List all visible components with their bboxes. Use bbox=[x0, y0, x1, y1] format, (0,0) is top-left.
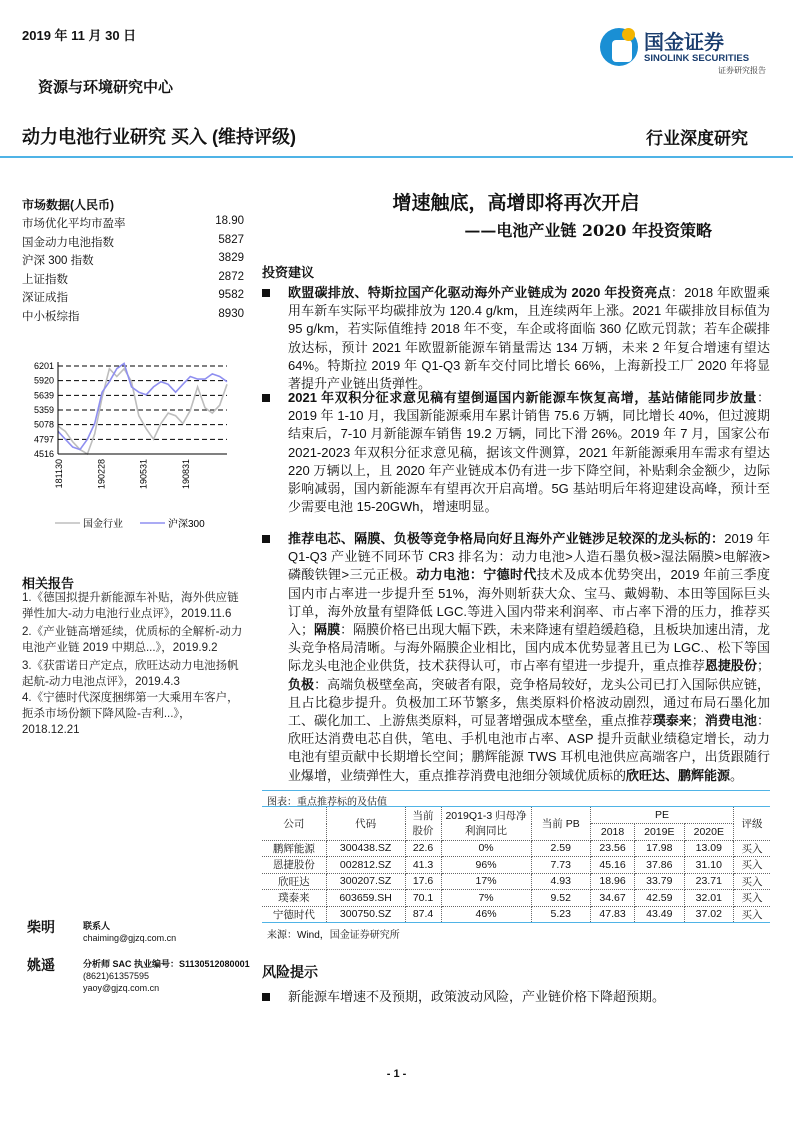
table-cell: 17.98 bbox=[635, 840, 684, 857]
market-row bbox=[22, 234, 244, 250]
bullet-segment: ：高端负极壁垒高，突破者有限，竞争格局较好，龙头公司已打入国际供应链，且占比稳步提升。负极加工环节繁多，焦类原料价格波动剧烈，通过布局石墨化加工、碳化加工、上游焦类原料，可显著增强成本壁垒，重点推荐 bbox=[288, 676, 770, 729]
bullet-highlight: 消费电池 bbox=[704, 713, 757, 729]
author-info: 联系人 bbox=[83, 921, 111, 931]
th-pb: 当前 PB bbox=[531, 807, 590, 840]
market-value: 3829 bbox=[218, 252, 244, 264]
table-source: 来源：Wind，国金证券研究所 bbox=[267, 930, 400, 941]
risk-text: 新能源车增速不及预期，政策波动风险，产业链价格下降超预期。 bbox=[288, 989, 666, 1004]
table-cell: 宁德时代 bbox=[262, 906, 326, 923]
author-info: 分析师 SAC 执业编号：S1130512080001 bbox=[83, 959, 250, 969]
series-line-1 bbox=[58, 363, 227, 449]
bullet-segment: ； bbox=[756, 658, 770, 674]
table-cell: 47.83 bbox=[591, 906, 635, 923]
market-label: 深证成指 bbox=[22, 292, 68, 304]
table-cell: 42.59 bbox=[635, 890, 684, 907]
market-value: 9582 bbox=[218, 289, 244, 301]
table-cell: 45.16 bbox=[591, 857, 635, 874]
market-label: 上证指数 bbox=[22, 273, 68, 286]
table-cell: 96% bbox=[441, 857, 531, 874]
investment-bullet bbox=[262, 389, 770, 516]
logo-cn: 国金证券 bbox=[644, 32, 724, 54]
related-report-item: 1.《德国拟提升新能源车补贴，海外供应链弹性加大-动力电池行业点评》，2019.11.6 bbox=[22, 592, 239, 620]
bullet-segment: 技术及成本优势突出，2019 年前三季度国内市占率进一步提升至 51%，海外则斩获大众、宝马、戴姆勒、本田等国际巨头订单，海外放量有望降低 LGC.等进入国内带来利润率、市占率下滑的压力，推荐买入； bbox=[288, 567, 770, 638]
table-cell: 欣旺达 bbox=[262, 873, 326, 890]
bullet-segment: ：隔膜价格已出现大幅下跌，未来降速有望趋缓趋稳，且板块加速出清，龙头竞争格局清晰。与海外隔膜企业相比，国内成本优势显著且已为 LGC.、松下等国际龙头电池企业供货，技术获得认可，市占率有望进一步提升，重点推荐 bbox=[288, 622, 770, 674]
market-row bbox=[22, 252, 244, 268]
bullet-segment: 2019 年 Q1-Q3 产业链不同环节 CR3 排名为：动力电池>人造石墨负极>湿法隔膜>电解液>磷酸铁锂>三元正极。 bbox=[288, 531, 770, 583]
bullet-segment: ：2018 年欧盟乘用车新车实际平均碳排放为 120.4 g/km，且连续两年上涨。2021 年碳排放目标值为 95 g/km，若实际值维持 2018 年不变，车企或将面临 360 亿欧元罚款；若车企碳排放达标，预计 2021 年欧盟新能源车销量需达 134 万辆，未来 2 年复合增速有望达 64%。特斯拉 2019 年 Q1-Q3 新车交付同比增长 66%，上海新投工厂 2020 年将显著提升产业链出货弹性。 bbox=[288, 285, 770, 392]
investment-bullet bbox=[262, 530, 770, 785]
table-cell: 鹏辉能源 bbox=[262, 840, 326, 857]
y-tick-label: 5078 bbox=[33, 419, 54, 430]
report-date: 2019 年 11 月 30 日 bbox=[22, 28, 137, 43]
market-value: 18.90 bbox=[215, 215, 244, 227]
table-row bbox=[262, 840, 770, 857]
index-chart bbox=[15, 355, 240, 535]
table-cell: 002812.SZ bbox=[326, 857, 405, 874]
table-cell: 23.71 bbox=[684, 873, 733, 890]
table-cell: 买入 bbox=[734, 906, 770, 923]
header-divider bbox=[0, 156, 793, 158]
table-cell: 34.67 bbox=[591, 890, 635, 907]
bullet-segment: ：欣旺达消费电芯自供，笔电、手机电池市占率、ASP 提升贡献业绩稳定增长，动力电池有望贡献中长期增长空间；鹏辉能源 TWS 耳机电池供应高端客户，出货跟随行业爆增，业绩弹性大，重点推荐消费电池细分领域优质标的 bbox=[288, 713, 770, 783]
bullet-text bbox=[288, 530, 770, 785]
market-label: 市场优化平均市盈率 bbox=[22, 218, 126, 230]
bullet-highlight: 欧盟碳排放、特斯拉国产化驱动海外产业链成为 2020 年投资亮点 bbox=[288, 285, 671, 300]
investment-advice-title: 投资建议 bbox=[262, 265, 315, 280]
bullet-square-icon bbox=[262, 289, 270, 297]
x-tick-label: 190228 bbox=[96, 459, 107, 490]
table-cell: 32.01 bbox=[684, 890, 733, 907]
series-line-0 bbox=[58, 369, 227, 454]
bullet-segment: 。 bbox=[730, 767, 744, 783]
risk-bullet bbox=[262, 988, 770, 1006]
market-value: 5827 bbox=[218, 233, 244, 246]
table-cell: 18.96 bbox=[591, 873, 635, 890]
legend-label: 沪深300 bbox=[168, 519, 205, 530]
table-cell: 7% bbox=[441, 890, 531, 907]
market-row bbox=[22, 215, 244, 231]
table-row bbox=[262, 857, 770, 874]
logo-sub: 证券研究报告 bbox=[718, 66, 766, 75]
related-report-item: 4.《宁德时代深度捆绑第一大乘用车客户，扼杀市场份额下降风险-吉利...》，2018.12.21 bbox=[22, 692, 239, 736]
y-tick-label: 6201 bbox=[33, 361, 54, 371]
bullet-square-icon bbox=[262, 394, 270, 402]
author-info: (8621)61357595 bbox=[83, 971, 150, 981]
table-cell: 41.3 bbox=[405, 857, 441, 874]
research-center: 资源与环境研究中心 bbox=[38, 78, 174, 96]
x-tick-label: 190831 bbox=[180, 459, 191, 490]
market-value: 8930 bbox=[218, 307, 244, 320]
table-cell: 9.52 bbox=[531, 890, 590, 907]
table-cell: 87.4 bbox=[405, 906, 441, 923]
th-profit: 2019Q1-3 归母净利润同比 bbox=[441, 807, 531, 840]
bullet-square-icon bbox=[262, 535, 270, 543]
bullet-square-icon bbox=[262, 993, 270, 1001]
report-type: 行业深度研究 bbox=[646, 129, 748, 149]
table-cell: 恩捷股份 bbox=[262, 857, 326, 874]
bullet-highlight: 欣旺达、鹏辉能源 bbox=[626, 767, 731, 783]
y-tick-label: 5639 bbox=[33, 390, 54, 401]
table-cell: 2.59 bbox=[531, 840, 590, 857]
table-cell: 37.02 bbox=[684, 906, 733, 923]
author-info: chaiming@gjzq.com.cn bbox=[83, 933, 177, 943]
table-cell: 37.86 bbox=[635, 857, 684, 874]
table-cell: 璞泰来 bbox=[262, 890, 326, 907]
table-cell: 31.10 bbox=[684, 857, 733, 874]
market-row bbox=[22, 308, 244, 324]
related-report-item: 3.《获雷诺日产定点，欣旺达动力电池扬帆起航-动力电池点评》，2019.4.3 bbox=[22, 660, 239, 688]
market-label: 中小板综指 bbox=[22, 310, 80, 323]
table-row bbox=[262, 890, 770, 907]
page-number: - 1 - bbox=[386, 1068, 407, 1080]
bullet-highlight: 恩捷股份 bbox=[704, 658, 757, 674]
bullet-highlight: 隔膜 bbox=[314, 622, 341, 638]
table-cell: 0% bbox=[441, 840, 531, 857]
legend-label: 国金行业 bbox=[83, 519, 123, 530]
table-cell: 300438.SZ bbox=[326, 840, 405, 857]
bullet-text bbox=[288, 284, 770, 393]
y-tick-label: 5359 bbox=[33, 404, 54, 415]
bullet-highlight: 负极 bbox=[288, 676, 315, 692]
bullet-highlight: 2021 年双积分征求意见稿有望倒逼国内新能源车恢复高增，基站储能同步放量 bbox=[288, 390, 757, 405]
bullet-segment: ； bbox=[691, 713, 705, 729]
author-info: yaoy@gjzq.com.cn bbox=[83, 983, 160, 993]
table-cell: 17% bbox=[441, 873, 531, 890]
th-pe-2020e: 2020E bbox=[684, 824, 733, 841]
x-tick-label: 181130 bbox=[54, 459, 64, 489]
table-cell: 23.56 bbox=[591, 840, 635, 857]
market-data-title: 市场数据(人民币) bbox=[22, 198, 114, 212]
th-code: 代码 bbox=[326, 807, 405, 840]
author-name: 柴明 bbox=[27, 919, 55, 935]
x-tick-label: 190531 bbox=[138, 459, 149, 490]
th-price: 当前股价 bbox=[405, 807, 441, 840]
bullet-highlight: 璞泰来 bbox=[652, 713, 692, 729]
th-pe: PE bbox=[591, 807, 734, 824]
th-pe-2019e: 2019E bbox=[635, 824, 684, 841]
bullet-highlight: 动力电池：宁德时代 bbox=[416, 567, 537, 583]
market-label: 沪深 300 指数 bbox=[22, 255, 94, 267]
headline: 增速触底，高增即将再次开启 bbox=[392, 192, 640, 214]
table-cell: 7.73 bbox=[531, 857, 590, 874]
subheadline: ——电池产业链 2020 年投资策略 bbox=[464, 221, 712, 240]
table-row bbox=[262, 873, 770, 890]
table-cell: 13.09 bbox=[684, 840, 733, 857]
risk-title: 风险提示 bbox=[262, 964, 318, 980]
table-cell: 300207.SZ bbox=[326, 873, 405, 890]
th-rating: 评级 bbox=[734, 807, 770, 840]
market-label: 国金动力电池指数 bbox=[22, 236, 114, 249]
table-cell: 43.49 bbox=[635, 906, 684, 923]
market-value: 2872 bbox=[218, 270, 244, 283]
table-cell: 买入 bbox=[734, 840, 770, 857]
table-cell: 17.6 bbox=[405, 873, 441, 890]
table-cell: 买入 bbox=[734, 890, 770, 907]
y-tick-label: 5920 bbox=[33, 375, 54, 386]
author-name: 姚遥 bbox=[27, 957, 55, 973]
y-tick-label: 4516 bbox=[33, 449, 54, 459]
market-row bbox=[22, 271, 244, 287]
table-cell: 46% bbox=[441, 906, 531, 923]
investment-bullet bbox=[262, 284, 770, 393]
th-pe-2018: 2018 bbox=[591, 824, 635, 841]
table-cell: 300750.SZ bbox=[326, 906, 405, 923]
table-cell: 603659.SH bbox=[326, 890, 405, 907]
sinolink-logo bbox=[600, 22, 766, 75]
table-cell: 22.6 bbox=[405, 840, 441, 857]
related-reports-title: 相关报告 bbox=[22, 576, 75, 591]
table-caption: 图表：重点推荐标的及估值 bbox=[262, 790, 770, 807]
logo-en: SINOLINK SECURITIES bbox=[644, 53, 750, 64]
table-cell: 70.1 bbox=[405, 890, 441, 907]
table-cell: 4.93 bbox=[531, 873, 590, 890]
y-tick-label: 4797 bbox=[33, 434, 54, 445]
table-cell: 买入 bbox=[734, 857, 770, 874]
th-company: 公司 bbox=[262, 807, 326, 840]
bullet-highlight: 推荐电芯、隔膜、负极等竞争格局向好且海外产业链涉足较深的龙头标的： bbox=[288, 531, 725, 546]
bullet-text bbox=[288, 389, 770, 516]
related-report-item: 2.《产业链高增延续，优质标的全解析-动力电池产业链 2019 中期总...》，2019.9.2 bbox=[22, 626, 243, 654]
table-cell: 买入 bbox=[734, 873, 770, 890]
report-title: 动力电池行业研究 买入 (维持评级) bbox=[22, 127, 296, 147]
valuation-table bbox=[262, 790, 770, 944]
bullet-segment: ：2019 年 1-10 月，我国新能源乘用车累计销售 75.6 万辆，同比增长 40%，但过渡期结束后，7-10 月新能源车销售 19.2 万辆，同比下滑 26%。2019 年 7 月，国家公布 2021-2023 年双积分征求意见稿，据该文件测算，2021 年新能源乘用车需求有望达 220 万辆以上，且 2020 年产业链成本仍有进一步下降空间，补贴剩余金额少，边际影响减弱，国内新能源车有望再次开启高增。5G 基站明后年将迎建设高峰，预计至少需要电池 15-20GWh，增速明显。 bbox=[288, 390, 770, 515]
table-cell: 33.79 bbox=[635, 873, 684, 890]
market-row bbox=[22, 289, 244, 305]
table-cell: 5.23 bbox=[531, 906, 590, 923]
table-row bbox=[262, 906, 770, 923]
